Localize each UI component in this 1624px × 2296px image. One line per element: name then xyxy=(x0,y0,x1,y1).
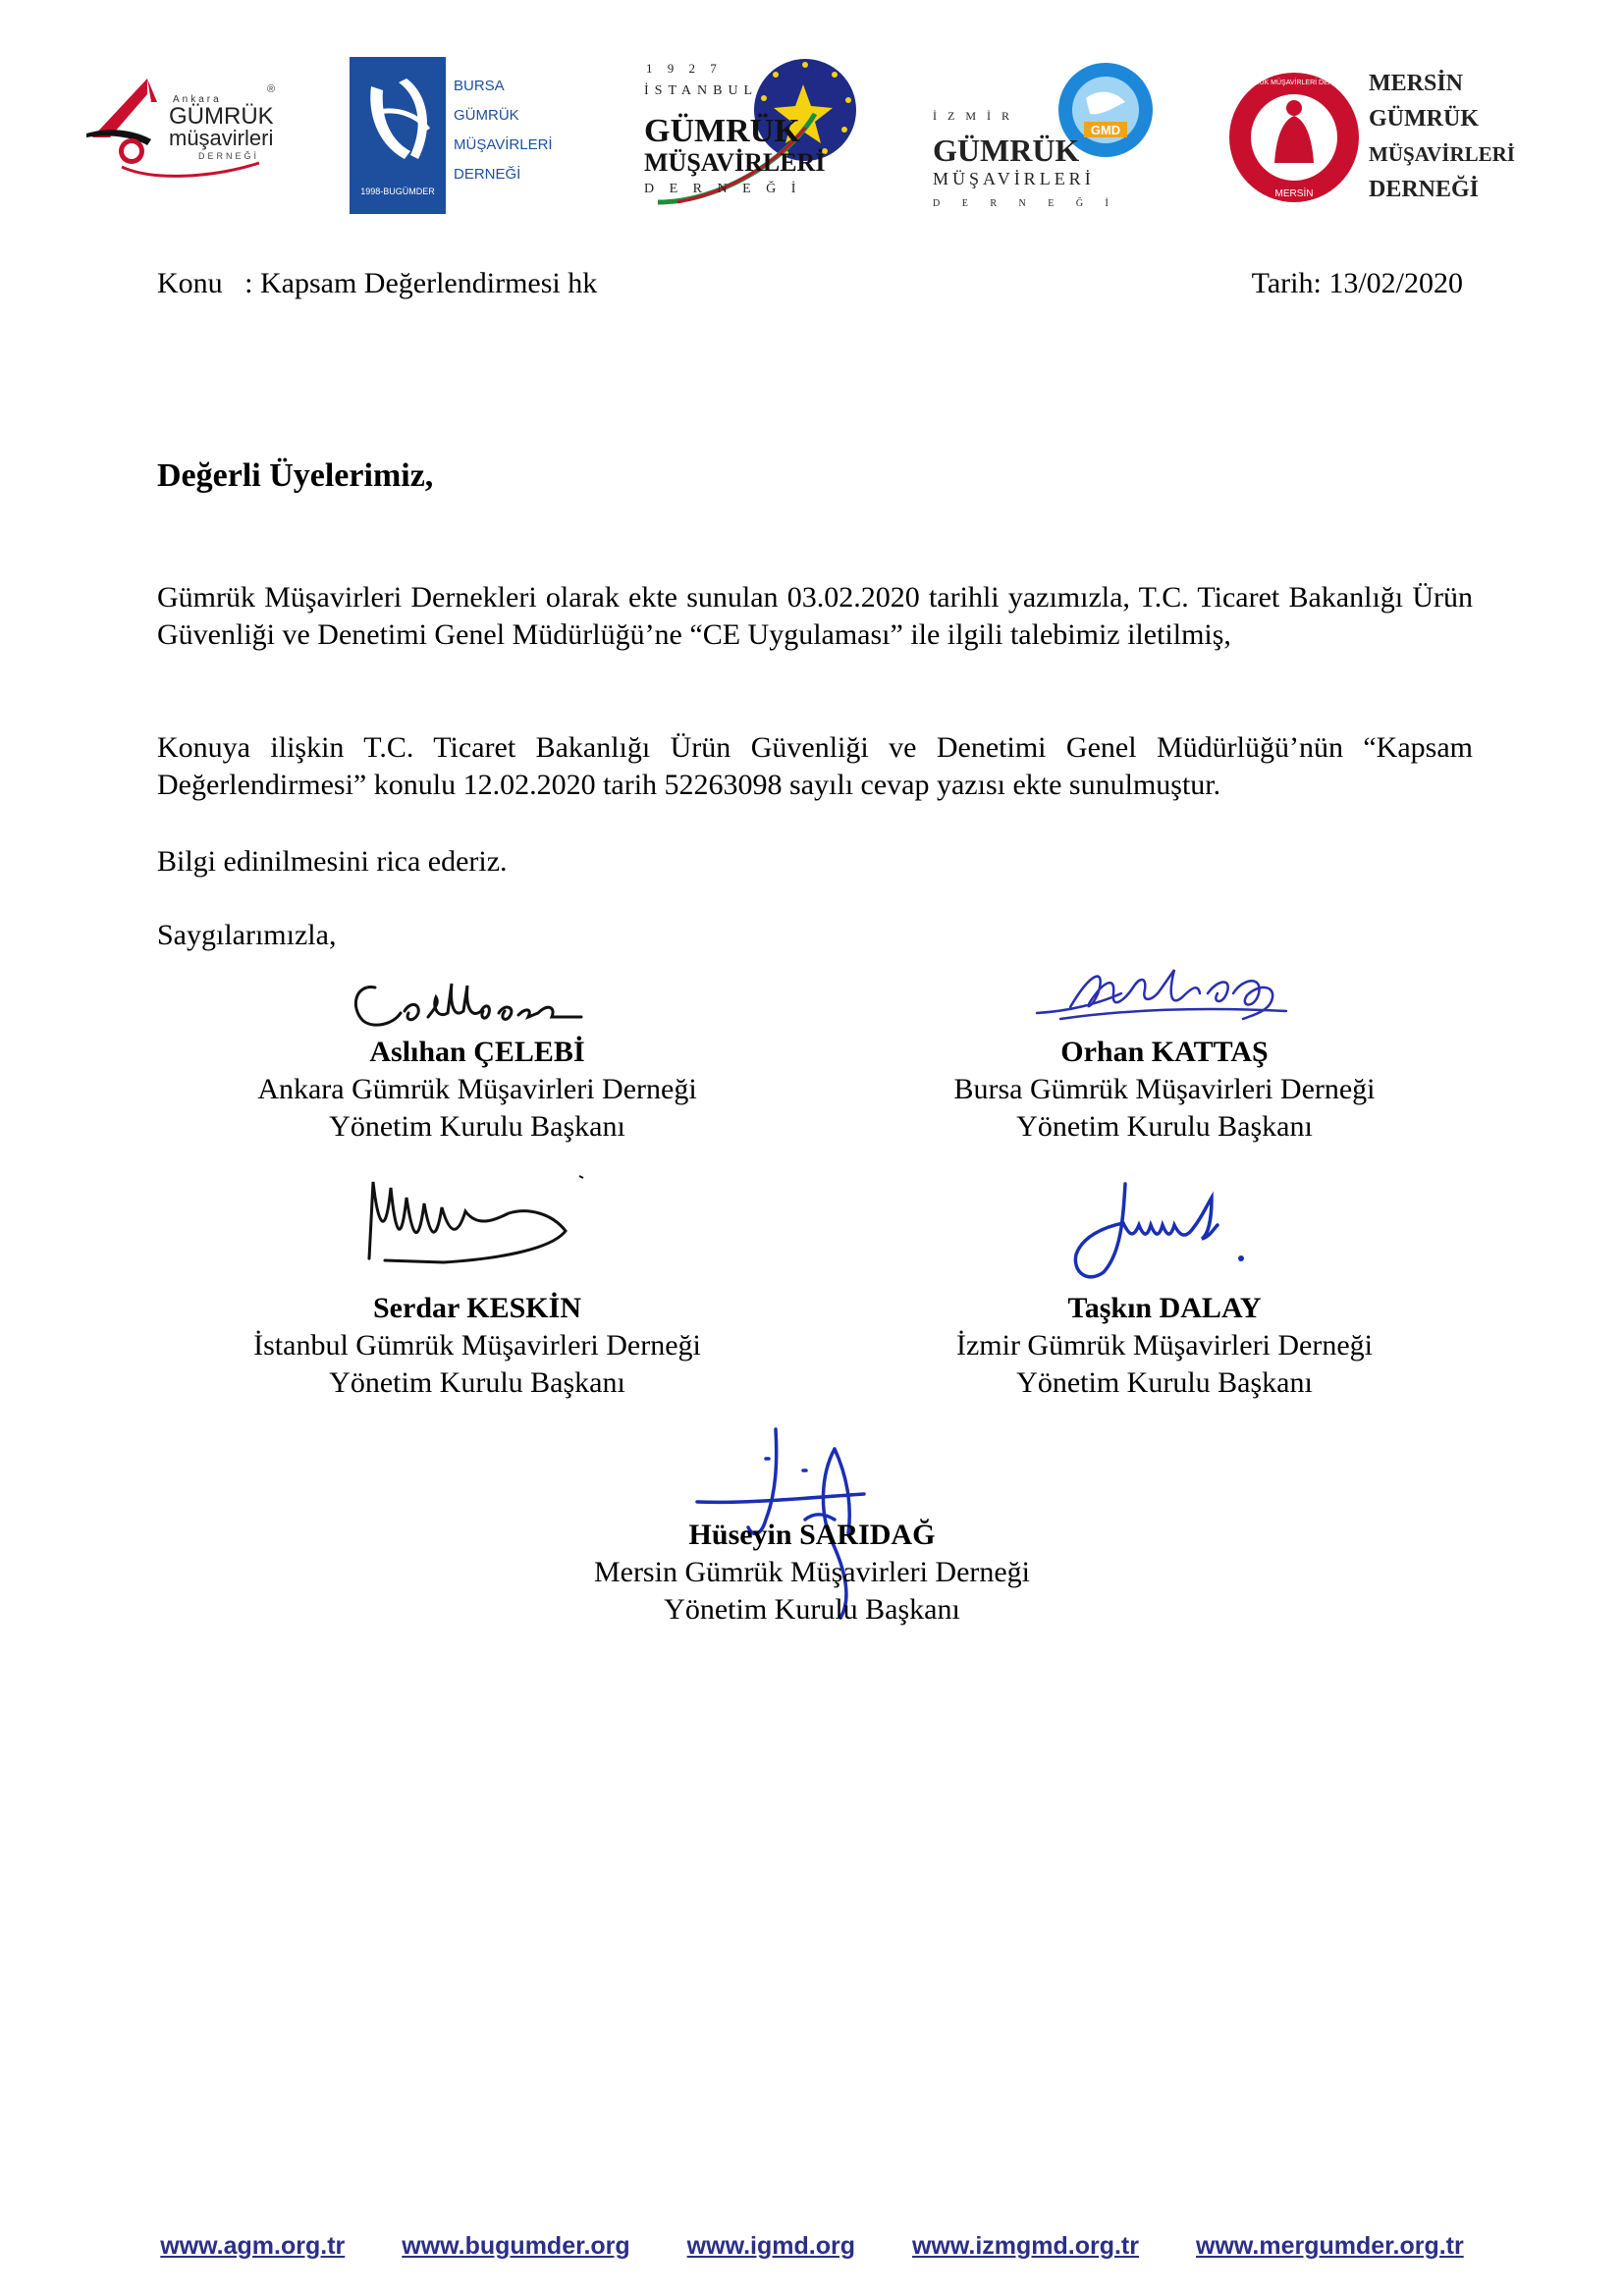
signatory-org: Mersin Gümrük Müşavirleri Derneği xyxy=(593,1556,1031,1588)
greeting: Değerli Üyelerimiz, xyxy=(157,457,434,494)
izmir-logo xyxy=(929,59,1155,216)
mersin-logo xyxy=(1227,55,1515,220)
signatory-name: Taşkın DALAY xyxy=(1067,1292,1262,1324)
signatory-name: Hüseyin SARIDAĞ xyxy=(688,1519,936,1551)
signatory-block-keskin xyxy=(163,1290,791,1402)
bursa-logo-caption: 1998-BUGÜMDER xyxy=(360,187,435,196)
istanbul-logo xyxy=(638,55,860,212)
bursa-logo-line-2: GÜMRÜK xyxy=(454,107,519,124)
istanbul-logo-line-1: İSTANBUL xyxy=(644,83,759,98)
signature-kattas xyxy=(1031,964,1318,1033)
footer-link-mergumder[interactable]: www.mergumder.org.tr xyxy=(1196,2232,1464,2260)
ankara-logo-line-4: DERNEĞİ xyxy=(198,151,260,161)
ankara-logo-line-3: müşavirleri xyxy=(169,126,274,150)
signatory-org: Bursa Gümrük Müşavirleri Derneği xyxy=(953,1073,1376,1105)
istanbul-logo-line-3: MÜŞAVİRLERİ xyxy=(644,148,826,177)
mersin-logo-seal-bottom: MERSİN xyxy=(1274,188,1314,199)
signatory-name: Serdar KESKİN xyxy=(373,1292,581,1324)
signature-celebi xyxy=(346,974,611,1037)
paragraph-3: Bilgi edinilmesini rica ederiz. xyxy=(157,845,508,878)
footer-link-igmd[interactable]: www.igmd.org xyxy=(686,2232,855,2260)
footer-link-bugumder[interactable]: www.bugumder.org xyxy=(402,2232,630,2260)
footer-links xyxy=(0,2232,1624,2261)
signatory-name: Aslıhan ÇELEBİ xyxy=(369,1036,585,1068)
signatory-title: Yönetim Kurulu Başkanı xyxy=(664,1593,960,1626)
closing: Saygılarımızla, xyxy=(157,919,337,951)
signatory-name: Orhan KATTAŞ xyxy=(1060,1036,1269,1068)
signatory-org: Ankara Gümrük Müşavirleri Derneği xyxy=(257,1073,697,1105)
izmir-logo-line-3: MÜŞAVİRLERİ xyxy=(933,169,1095,188)
signatory-title: Yönetim Kurulu Başkanı xyxy=(1016,1110,1313,1143)
istanbul-logo-line-4: D E R N E Ğ İ xyxy=(644,182,802,196)
date-line: Tarih: 13/02/2020 xyxy=(1251,267,1463,299)
bursa-logo-line-4: DERNEĞİ xyxy=(454,166,521,183)
signatory-block-dalay xyxy=(850,1290,1479,1402)
signature-keskin xyxy=(355,1168,591,1276)
signatory-org: İstanbul Gümrük Müşavirleri Derneği xyxy=(253,1329,701,1362)
mersin-logo-line-2: GÜMRÜK xyxy=(1369,106,1479,132)
izmir-logo-line-2: GÜMRÜK xyxy=(933,133,1080,168)
signatory-title: Yönetim Kurulu Başkanı xyxy=(329,1110,625,1143)
signatory-title: Yönetim Kurulu Başkanı xyxy=(329,1366,625,1399)
footer-link-izmgmd[interactable]: www.izmgmd.org.tr xyxy=(911,2232,1139,2260)
signatory-block-celebi xyxy=(163,1034,791,1146)
subject-line: Konu : Kapsam Değerlendirmesi hk xyxy=(157,267,598,299)
izmir-logo-badge: GMD xyxy=(1090,123,1121,137)
ankara-logo-line-2: GÜMRÜK xyxy=(169,103,274,130)
signatory-title: Yönetim Kurulu Başkanı xyxy=(1016,1366,1313,1399)
bursa-logo xyxy=(350,57,553,214)
mersin-logo-line-3: MÜŞAVİRLERİ xyxy=(1369,142,1515,166)
istanbul-logo-line-2: GÜMRÜK xyxy=(644,113,800,149)
izmir-logo-line-4: D E R N E Ğ İ xyxy=(933,198,1118,209)
signatory-org: İzmir Gümrük Müşavirleri Derneği xyxy=(955,1329,1374,1362)
mersin-logo-line-1: MERSİN xyxy=(1369,71,1464,96)
signatory-block-saridag xyxy=(498,1517,1126,1629)
ankara-logo-line-1: Ankara xyxy=(173,94,222,105)
svg-text:®: ® xyxy=(267,83,276,95)
istanbul-logo-year: 1 9 2 7 xyxy=(646,61,723,76)
mersin-logo-line-4: DERNEĞİ xyxy=(1369,177,1480,202)
signatory-block-kattas xyxy=(850,1034,1479,1146)
footer-link-agm[interactable]: www.agm.org.tr xyxy=(160,2232,346,2260)
signature-dalay xyxy=(1064,1178,1271,1286)
paragraph-2: Konuya ilişkin T.C. Ticaret Bakanlığı Ürün Güvenliği ve Denetimi Genel Müdürlüğü’nün “Kapsam Değerlendirmesi” konulu 12.02.2020 tarih 52263098 sayılı cevap yazısı ekte sunulmuştur. xyxy=(157,731,1473,801)
izmir-logo-line-1: İ Z M İ R xyxy=(933,109,1013,123)
mersin-logo-seal-top: GÜMRÜK MÜŞAVİRLERİ DERNEĞİ xyxy=(1238,80,1350,86)
bursa-logo-line-1: BURSA xyxy=(454,78,505,94)
bursa-logo-line-3: MÜŞAVİRLERİ xyxy=(454,136,553,153)
ankara-logo xyxy=(82,73,279,188)
paragraph-1: Gümrük Müşavirleri Dernekleri olarak ekte sunulan 03.02.2020 tarihli yazımızla, T.C. Ticaret Bakanlığı Ürün Güvenliği ve Denetimi Genel Müdürlüğü’ne “CE Uygulaması” ile ilgili talebimiz iletilmiş, xyxy=(157,581,1473,651)
